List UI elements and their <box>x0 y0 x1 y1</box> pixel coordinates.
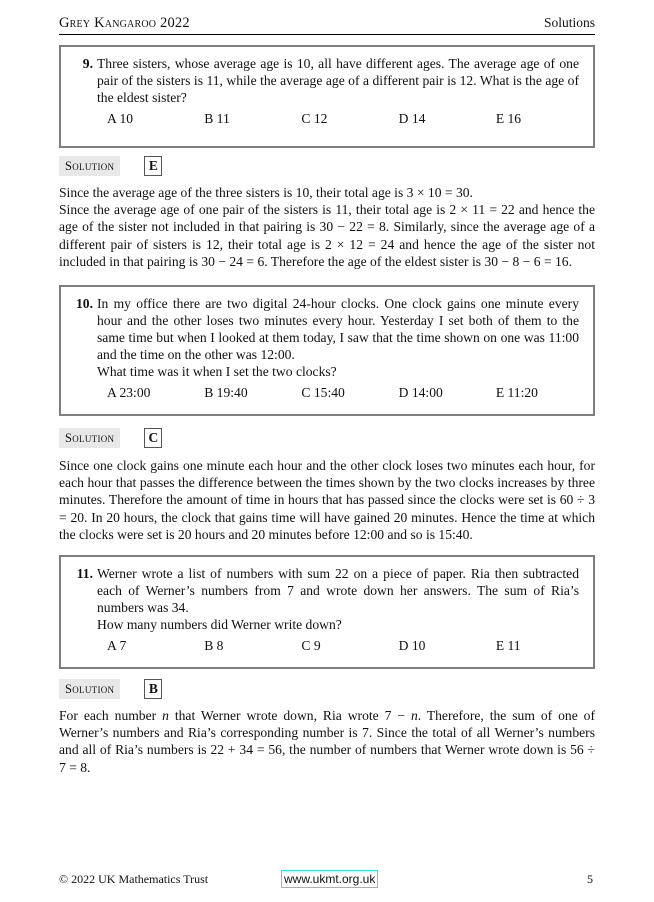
solution-paragraph: Since the average age of the three sisters is 10, their total age is 3 × 10 = 30. <box>59 185 473 200</box>
solution-header-11 <box>59 679 162 699</box>
page-number: 5 <box>587 872 593 886</box>
solution-header-9 <box>59 156 162 176</box>
question-box-11 <box>59 555 595 669</box>
question-text: In my office there are two digital 24-hour clocks. One clock gains one minute every hour and the other loses two minutes every hour. Yesterday I set both of them to the same time but when I looked at them today, I saw that the time shown on one was 11:00 and the time on the other was 12:00. <box>97 296 579 362</box>
solution-fragment: . Therefore, the sum of one of Werner’s numbers and Ria’s corresponding number is 7. Since the total of all Werner’s numbers and all of Ria’s numbers is 22 + 34 = 56, the number of numbers that Werner wrote down is 56 ÷ 7 = 8. <box>59 708 595 775</box>
page-footer <box>59 870 595 888</box>
question-box-9 <box>59 45 595 148</box>
solution-answer-badge: E <box>144 156 162 176</box>
option-d: D 10 <box>398 638 426 653</box>
answer-options <box>61 638 593 654</box>
answer-options <box>61 111 593 127</box>
answer-options <box>61 385 593 401</box>
copyright-text: © 2022 UK Mathematics Trust <box>59 872 209 886</box>
solution-text-11 <box>59 707 595 776</box>
solution-paragraph: Since the average age of one pair of the sisters is 11, their total age is 2 × 11 = 22 and hence the age of the sister not included in that pairing is 30 − 22 = 8. Similarly, since the average age of a different pair of sisters is 12, their total age is 2 × 12 = 24 and hence the age of the sister not included in that pairing is 30 − 24 = 6. Therefore the age of the eldest sister is 30 − 8 − 6 = 16. <box>59 202 595 269</box>
option-a: A 10 <box>107 111 134 126</box>
question-number: 10. <box>76 296 93 311</box>
question-prompt: How many numbers did Werner write down? <box>97 617 342 632</box>
question-box-10 <box>59 285 595 416</box>
question-number: 11. <box>76 566 93 581</box>
section-label: Solutions <box>543 15 595 30</box>
variable-n: n <box>162 708 169 723</box>
solution-answer-badge: B <box>144 679 162 699</box>
solution-fragment: For each number <box>59 708 163 723</box>
solution-paragraph: Since one clock gains one minute each hour and the other clock loses two minutes each hour, for each hour that passes the difference between the times shown by the two clocks increases by three minutes. Therefore the amount of time in hours that has passed since the clocks were set is 60 ÷ 3 = 20. In 20 hours, the clock that gains time will have gained 20 minutes. Hence the time at which the clocks were set is 20 hours and 20 minutes before 12:00 and so is 15:40. <box>59 458 595 542</box>
option-b: B 19:40 <box>204 385 248 400</box>
option-b: B 8 <box>204 638 224 653</box>
option-d: D 14:00 <box>398 385 443 400</box>
option-a: A 23:00 <box>107 385 151 400</box>
option-c: C 12 <box>301 111 328 126</box>
question-prompt: What time was it when I set the two clocks? <box>97 364 337 379</box>
option-e: E 11:20 <box>495 385 538 400</box>
question-text: Three sisters, whose average age is 10, all have different ages. The average age of one pair of the sisters is 11, while the average age of a different pair is 12. What is the age of the eldest sister? <box>97 56 579 105</box>
question-number: 9. <box>82 56 93 71</box>
solution-label: Solution <box>59 428 120 448</box>
solution-text-9 <box>59 184 595 270</box>
question-text: Werner wrote a list of numbers with sum 22 on a piece of paper. Ria then subtracted each of Werner’s numbers from 7 and wrote down her answers. The sum of Ria’s numbers was 34. <box>97 566 579 615</box>
solution-text-10 <box>59 457 595 543</box>
option-e: E 11 <box>495 638 521 653</box>
option-c: C 15:40 <box>301 385 345 400</box>
solution-label: Solution <box>59 156 120 176</box>
option-a: A 7 <box>107 638 127 653</box>
variable-n: n <box>410 708 418 723</box>
solution-paragraph <box>59 707 595 776</box>
page-header <box>59 14 595 35</box>
option-d: D 14 <box>398 111 426 126</box>
option-b: B 11 <box>204 111 230 126</box>
option-e: E 16 <box>495 111 522 126</box>
solution-header-10 <box>59 428 162 448</box>
option-c: C 9 <box>301 638 321 653</box>
solution-fragment: that Werner wrote down, Ria wrote 7 − <box>168 708 411 723</box>
document-title: Grey Kangaroo 2022 <box>59 15 190 31</box>
solution-answer-badge: C <box>144 428 162 448</box>
solution-label: Solution <box>59 679 120 699</box>
website-link[interactable]: www.ukmt.org.uk <box>281 870 378 888</box>
